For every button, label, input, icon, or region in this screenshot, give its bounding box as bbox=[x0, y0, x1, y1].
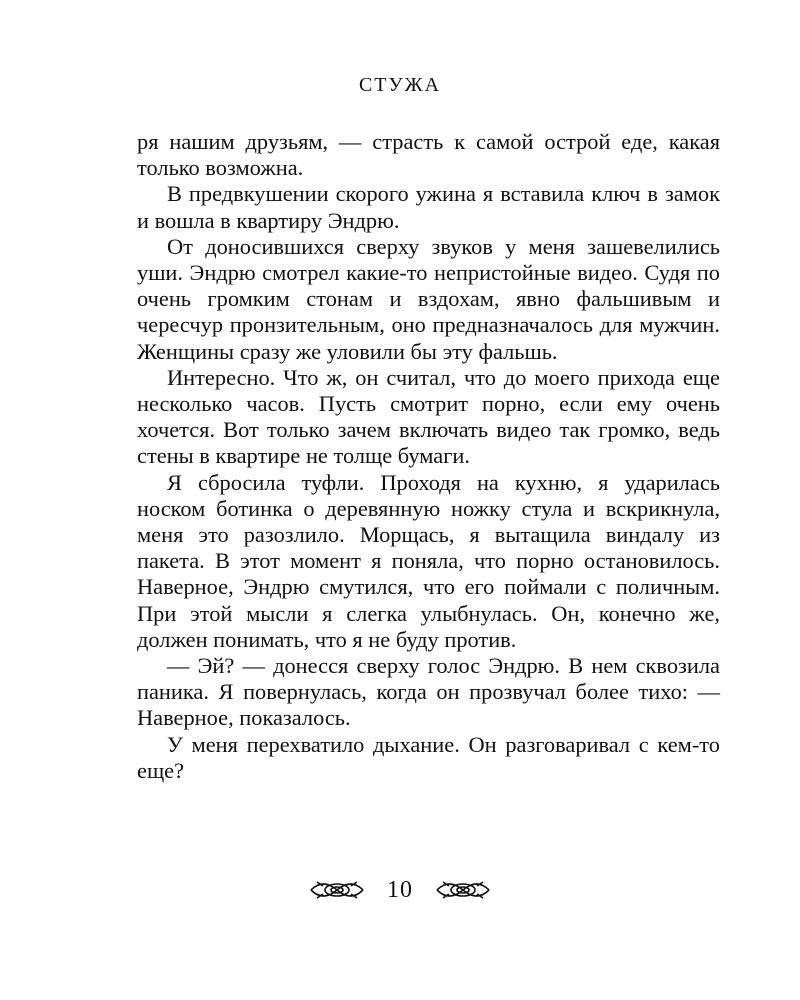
paragraph: Я сбросила туфли. Проходя на кухню, я ударилась носком ботинка о деревянную ножку стула и вскрикнула, меня это разозлило. Морщась, я вытащила виндалу из пакета. В этот момент я поняла, что порно остановилось. Наверное, Эндрю смутился, что его поймали с поличным. При этой мысли я слегка улыбнулась. Он, конечно же, должен понимать, что я не буду против. bbox=[137, 469, 720, 652]
paragraph: ря нашим друзьям, — страсть к самой острой еде, какая только возможна. bbox=[137, 129, 720, 181]
knot-ornament-icon bbox=[309, 876, 365, 904]
running-head: СТУЖА bbox=[358, 74, 442, 96]
paragraph: От доносившихся сверху звуков у меня зашевелились уши. Эндрю смотрел какие-то непристойные видео. Судя по очень громким стонам и вздохам, явно фальшивым и чересчур пронзительным, оно предназначалось для мужчин. Женщины сразу же уловили бы эту фальшь. bbox=[137, 233, 720, 364]
page-footer bbox=[0, 876, 800, 904]
paragraph: — Эй? — донесся сверху голос Эндрю. В нем сквозила паника. Я повернулась, когда он прозвучал более тихо: — Наверное, показалось. bbox=[137, 653, 720, 731]
page-number: 10 bbox=[387, 876, 413, 903]
body-text bbox=[137, 129, 720, 784]
paragraph: В предвкушении скорого ужина я вставила ключ в замок и вошла в квартиру Эндрю. bbox=[137, 181, 720, 233]
paragraph: Интересно. Что ж, он считал, что до моего прихода еще несколько часов. Пусть смотрит порно, если ему очень хочется. Вот только зачем включать видео так громко, ведь стены в квартире не толще бумаги. bbox=[137, 364, 720, 469]
knot-ornament-icon bbox=[435, 876, 491, 904]
paragraph: У меня перехватило дыхание. Он разговаривал с кем-то еще? bbox=[137, 731, 720, 783]
